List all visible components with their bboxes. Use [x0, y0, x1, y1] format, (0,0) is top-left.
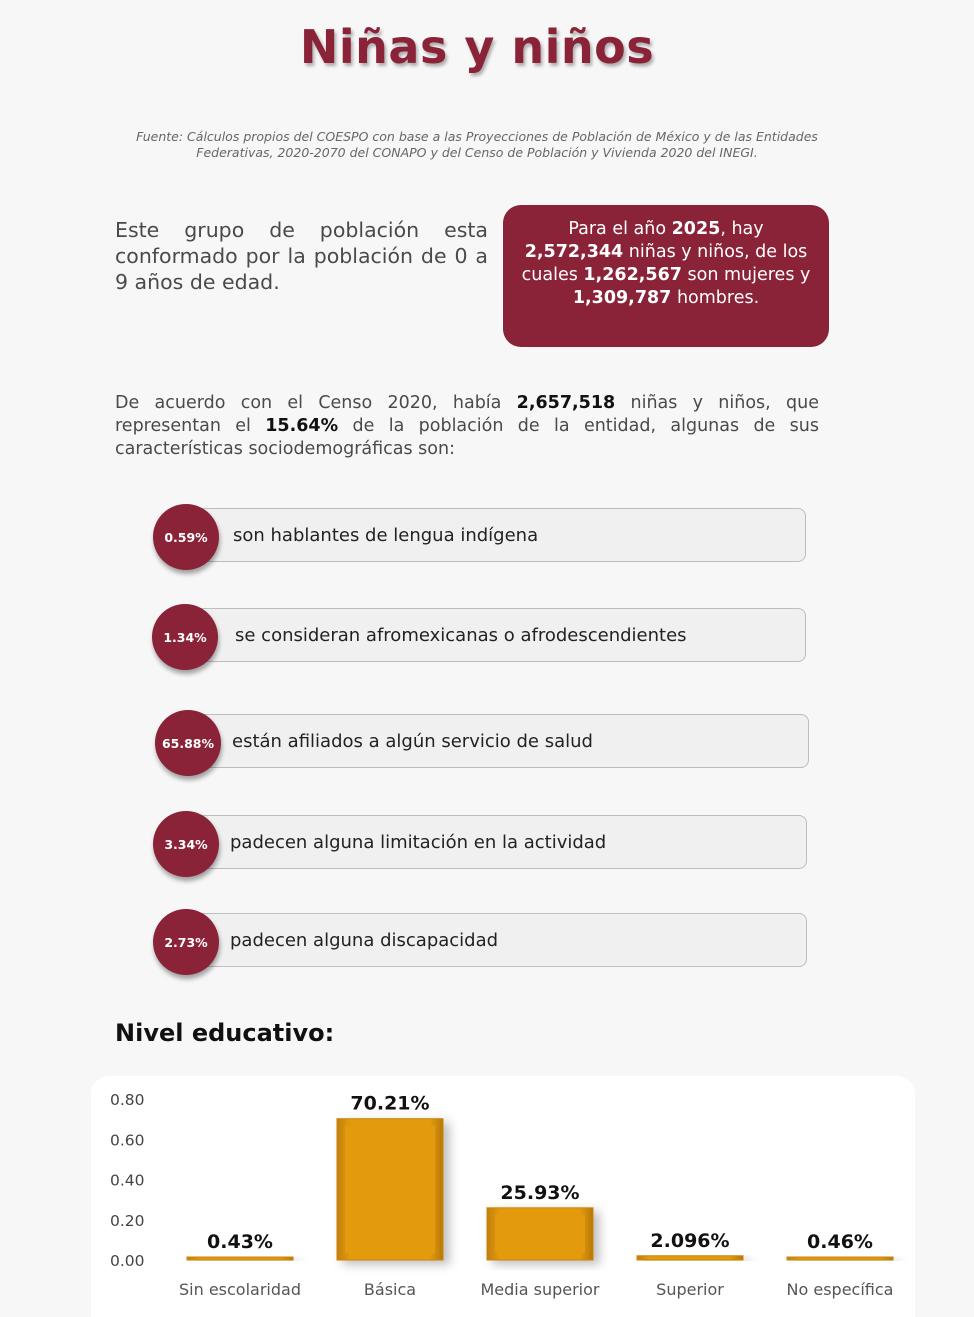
intro-text: Este grupo de población esta conformado por la población de 0 a 9 años de edad. — [115, 218, 488, 294]
stat-pill — [189, 913, 807, 967]
stat-text: padecen alguna discapacidad — [230, 930, 499, 951]
stat-percentage-badge: 2.73% — [153, 909, 219, 975]
bar-face — [345, 1126, 435, 1253]
projection-men: 1,309,787 — [572, 288, 672, 308]
projection-text: , hay — [720, 219, 764, 239]
projection-year: 2025 — [671, 219, 721, 239]
x-category-label: Básica — [363, 1280, 417, 1299]
stat-text: padecen alguna limitación en la actividad — [230, 832, 607, 853]
projection-box — [503, 205, 829, 347]
stat-pill — [189, 815, 807, 869]
x-category-label: Media superior — [480, 1280, 600, 1299]
bar-data-label: 2.096% — [650, 1229, 730, 1252]
stat-row — [153, 909, 807, 979]
stat-pill — [189, 608, 806, 662]
y-tick-label: 0.20 — [110, 1211, 145, 1230]
stat-row — [152, 604, 806, 674]
census-text: de la población de la entidad, algunas de sus características sociodemográficas son: — [115, 416, 819, 459]
census-text: De acuerdo con el Censo 2020, había — [115, 393, 517, 413]
y-tick-label: 0.00 — [110, 1252, 145, 1270]
x-category-label: No específica — [786, 1280, 894, 1299]
bar-no-específica — [787, 1257, 893, 1260]
y-tick-label: 0.60 — [110, 1131, 145, 1150]
census-share: 15.64% — [265, 416, 339, 436]
projection-total: 2,572,344 — [524, 242, 624, 262]
projection-text: son mujeres y — [681, 265, 811, 285]
bar-data-label: 70.21% — [350, 1092, 430, 1115]
stat-percentage-badge: 65.88% — [155, 710, 221, 776]
education-title: Nivel educativo: — [115, 1019, 335, 1047]
census-count: 2,657,518 — [516, 393, 616, 413]
census-paragraph — [115, 392, 819, 461]
stat-row — [153, 504, 806, 574]
bar-data-label: 0.43% — [207, 1231, 273, 1253]
stat-text: están afiliados a algún servicio de salud — [232, 731, 593, 752]
stat-percentage-badge: 3.34% — [153, 811, 219, 877]
projection-text: niñas y niños, de los cuales — [521, 242, 808, 285]
y-tick-label: 0.80 — [110, 1091, 145, 1109]
stat-percentage-badge: 1.34% — [152, 604, 218, 670]
projection-text: Para el año — [568, 219, 672, 239]
projection-women: 1,262,567 — [583, 265, 682, 285]
stat-text: son hablantes de lengua indígena — [233, 525, 539, 546]
bar-data-label: 0.46% — [807, 1231, 873, 1253]
stat-text: se consideran afromexicanas o afrodescendientes — [235, 625, 687, 646]
stat-pill — [189, 508, 806, 562]
projection-text: hombres. — [671, 288, 760, 308]
bar-face — [495, 1215, 585, 1253]
x-category-label: Sin escolaridad — [179, 1280, 301, 1299]
education-chart-card — [91, 1076, 915, 1317]
stat-row — [155, 710, 809, 780]
source-note: Fuente: Cálculos propios del COESPO con base a las Proyecciones de Población de México y de las Entidades Federativas, 2020-2070 del CONAPO y del Censo de Población y Vivienda 2020 del INEGI. — [136, 129, 818, 160]
stat-pill — [191, 714, 809, 768]
bar-sin-escolaridad — [187, 1257, 293, 1260]
page-title: Niñas y niños — [299, 20, 655, 74]
x-category-label: Superior — [656, 1280, 724, 1299]
stat-percentage-badge: 0.59% — [153, 504, 219, 570]
y-tick-label: 0.40 — [110, 1171, 145, 1190]
education-bar-chart — [91, 1076, 915, 1317]
bar-data-label: 25.93% — [500, 1181, 580, 1204]
stat-row — [153, 811, 807, 881]
bar-superior — [637, 1256, 743, 1260]
census-text: niñas y niños, que representan el — [115, 393, 819, 436]
